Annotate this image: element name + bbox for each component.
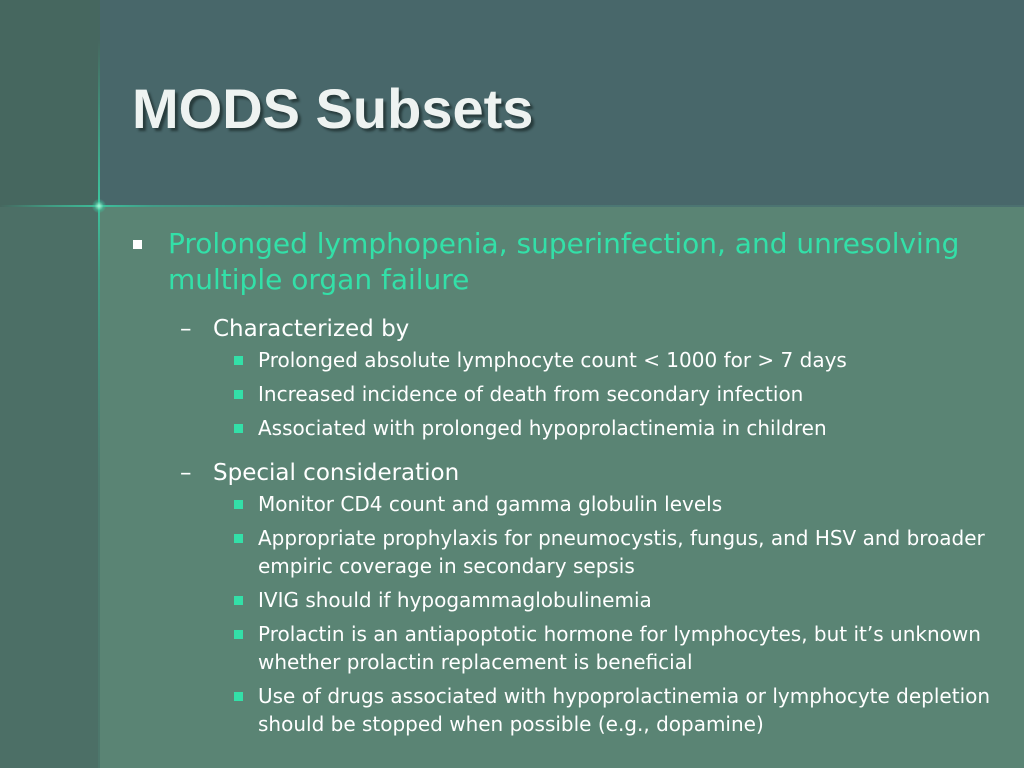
list-item [130,682,1000,738]
list-item-text: IVIG should if hypogammaglobulinemia [258,588,652,612]
dash-icon: – [180,460,192,486]
section-heading-text: Special consideration [213,460,460,486]
square-bullet-icon [234,390,243,399]
sparkle-icon [92,199,106,213]
square-bullet-icon [234,596,243,605]
list-item [130,346,1000,374]
section-heading-special [130,458,1000,488]
list-item-text: Increased incidence of death from secondary infection [258,382,804,406]
section-heading-characterized [130,314,1000,344]
slide-body [130,226,1000,738]
list-item-text: Monitor CD4 count and gamma globulin levels [258,492,723,516]
corner-band [0,0,100,207]
square-bullet-icon [234,424,243,433]
square-bullet-icon [234,356,243,365]
list-item [130,524,1000,580]
dash-icon: – [180,316,192,342]
vertical-accent-line [98,40,100,768]
square-bullet-icon [133,240,142,249]
list-item-text: Associated with prolonged hypoprolactinemia in children [258,416,827,440]
list-item [130,414,1000,442]
main-bullet-item [130,226,1000,298]
main-bullet-text: Prolonged lymphopenia, superinfection, and unresolving multiple organ failure [168,227,960,296]
list-item [130,380,1000,408]
list-item [130,490,1000,518]
list-item [130,586,1000,614]
section-heading-text: Characterized by [213,316,410,342]
list-item-text: Appropriate prophylaxis for pneumocystis, fungus, and HSV and broader empiric coverage in secondary sepsis [258,526,985,578]
list-item-text: Prolactin is an antiapoptotic hormone for lymphocytes, but it’s unknown whether prolactin replacement is beneficial [258,622,981,674]
square-bullet-icon [234,534,243,543]
list-item-text: Prolonged absolute lymphocyte count < 1000 for > 7 days [258,348,847,372]
square-bullet-icon [234,630,243,639]
horizontal-accent-line [0,205,1024,207]
list-item [130,620,1000,676]
slide-title: MODS Subsets [132,77,534,140]
square-bullet-icon [234,500,243,509]
square-bullet-icon [234,692,243,701]
list-item-text: Use of drugs associated with hypoprolactinemia or lymphocyte depletion should be stopped when possible (e.g., dopamine) [258,684,991,736]
